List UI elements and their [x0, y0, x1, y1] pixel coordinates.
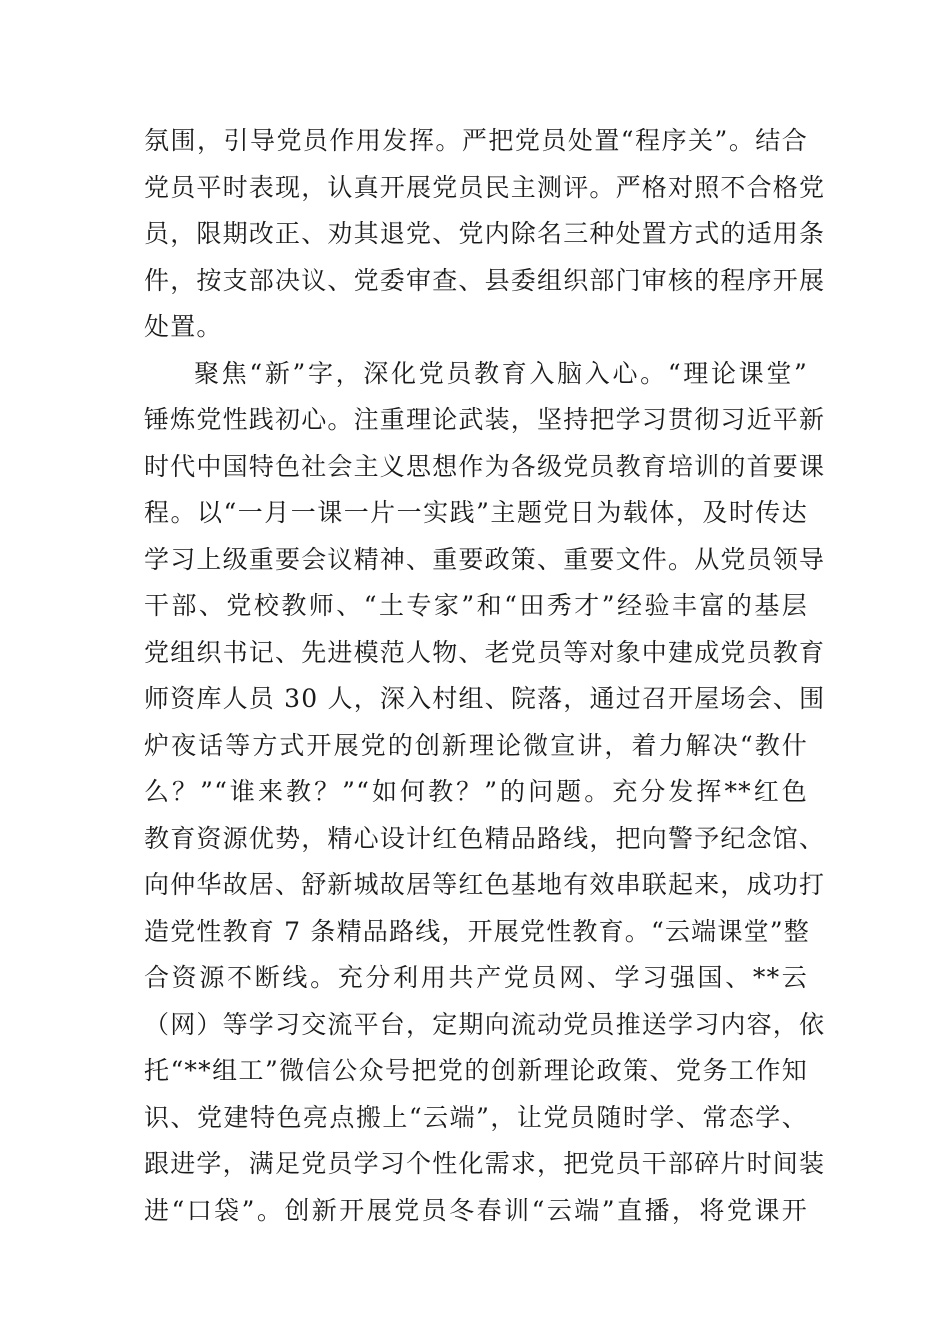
text-line: 时代中国特色社会主义思想作为各级党员教育培训的首要课 [144, 451, 826, 481]
paragraph-1 [144, 118, 826, 351]
text-line: 程。以“一月一课一片一实践”主题党日为载体，及时传达 [144, 498, 808, 527]
document-body [144, 118, 826, 1234]
text-line: 托“**组工”微信公众号把党的创新理论政策、党务工作知 [144, 1056, 808, 1085]
paragraph-2 [144, 351, 826, 1235]
text-line: 识、党建特色亮点搬上“云端”，让党员随时学、常态学、 [144, 1102, 808, 1132]
text-line: 员，限期改正、劝其退党、党内除名三种处置方式的适用条 [144, 219, 826, 248]
text-line: 合资源不断线。充分利用共产党员网、学习强国、**云 [144, 963, 808, 992]
text-line: 炉夜话等方式开展党的创新理论微宣讲，着力解决“教什 [144, 730, 808, 760]
text-line: 学习上级重要会议精神、重要政策、重要文件。从党员领导 [144, 544, 826, 574]
text-line: 跟进学，满足党员学习个性化需求，把党员干部碎片时间装 [144, 1149, 826, 1178]
text-line: 氛围，引导党员作用发挥。严把党员处置“程序关”。结合 [144, 126, 808, 155]
text-line: 教育资源优势，精心设计红色精品路线，把向警予纪念馆、 [144, 823, 826, 853]
text-line: （网）等学习交流平台，定期向流动党员推送学习内容，依 [144, 1009, 826, 1039]
text-line: 聚焦“新”字，深化党员教育入脑入心。“理论课堂” [194, 358, 808, 388]
text-line: 进“口袋”。创新开展党员冬春训“云端”直播，将党课开 [144, 1195, 808, 1225]
text-line: 锤炼党性践初心。注重理论武装，坚持把学习贯彻习近平新 [144, 405, 826, 434]
text-line: 造党性教育 7 条精品路线，开展党性教育。“云端课堂”整 [144, 916, 810, 946]
text-line: 师资库人员 30 人，深入村组、院落，通过召开屋场会、围 [144, 684, 826, 713]
text-line: 处置。 [144, 312, 223, 341]
text-line: 党组织书记、先进模范人物、老党员等对象中建成党员教育 [144, 637, 826, 667]
text-line: 件，按支部决议、党委审查、县委组织部门审核的程序开展 [144, 265, 826, 295]
text-line: 么？”“谁来教？”“如何教？”的问题。充分发挥**红色 [144, 777, 808, 806]
text-line: 干部、党校教师、“土专家”和“田秀才”经验丰富的基层 [144, 591, 808, 620]
text-line: 向仲华故居、舒新城故居等红色基地有效串联起来，成功打 [144, 870, 826, 899]
text-line: 党员平时表现，认真开展党员民主测评。严格对照不合格党 [144, 172, 826, 202]
